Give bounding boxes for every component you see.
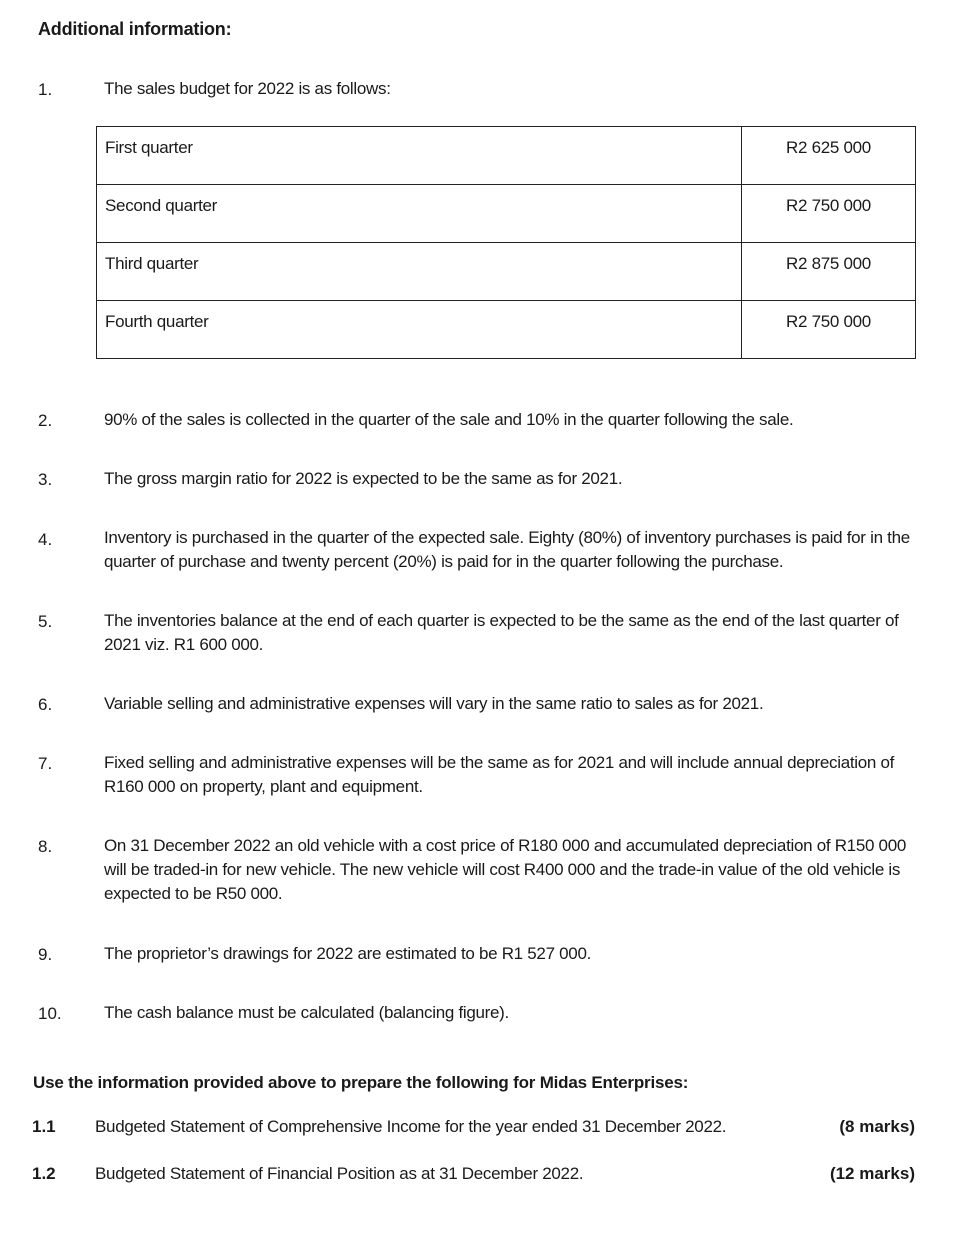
- quarter-cell: Second quarter: [97, 185, 742, 243]
- item-text: 90% of the sales is collected in the quarter of the sale and 10% in the quarter following the sale.: [104, 410, 794, 429]
- table-row: [97, 301, 916, 359]
- item-text: The sales budget for 2022 is as follows:: [104, 79, 391, 98]
- item-number: 1.: [38, 80, 53, 99]
- section-heading: Additional information:: [38, 19, 232, 39]
- item-text: Fixed selling and administrative expenses will be the same as for 2021 and will include annual depreciation of R160 000 on property, plant and equipment.: [104, 753, 895, 796]
- item-number: 8.: [38, 837, 53, 856]
- item-number: 6.: [38, 695, 53, 714]
- amount-cell: R2 750 000: [742, 301, 916, 359]
- item-number: 5.: [38, 612, 53, 631]
- item-text: The proprietor’s drawings for 2022 are estimated to be R1 527 000.: [104, 944, 592, 963]
- instructions-heading: Use the information provided above to prepare the following for Midas Enterprises:: [33, 1073, 689, 1092]
- task-text: Budgeted Statement of Comprehensive Income for the year ended 31 December 2022.: [95, 1117, 727, 1136]
- item-number: 4.: [38, 530, 53, 549]
- amount-cell: R2 875 000: [742, 243, 916, 301]
- table-row: [97, 127, 916, 185]
- item-text: The gross margin ratio for 2022 is expected to be the same as for 2021.: [104, 469, 623, 488]
- task-number: 1.2: [32, 1164, 56, 1183]
- item-number: 10.: [38, 1004, 62, 1023]
- table-row: [97, 185, 916, 243]
- amount-cell: R2 625 000: [742, 127, 916, 185]
- amount-cell: R2 750 000: [742, 185, 916, 243]
- item-number: 7.: [38, 754, 53, 773]
- item-text: The inventories balance at the end of each quarter is expected to be the same as the end of the last quarter of 2021 viz. R1 600 000.: [104, 611, 899, 654]
- task-marks: (8 marks): [839, 1117, 915, 1136]
- task-marks: (12 marks): [829, 1164, 915, 1183]
- quarter-cell: First quarter: [97, 127, 742, 185]
- item-text: The cash balance must be calculated (balancing figure).: [104, 1003, 509, 1022]
- item-text: On 31 December 2022 an old vehicle with a cost price of R180 000 and accumulated depreciation of R150 000 will be traded-in for new vehicle. The new vehicle will cost R400 000 and the trade-in value of the old vehicle is expected to be R50 000.: [104, 836, 907, 903]
- item-number: 2.: [38, 411, 53, 430]
- item-text: Inventory is purchased in the quarter of the expected sale. Eighty (80%) of inventory purchases is paid for in the quarter of purchase and twenty percent (20%) is paid for in the quarter following the purchase.: [104, 528, 910, 571]
- item-number: 3.: [38, 470, 53, 489]
- task-text: Budgeted Statement of Financial Position as at 31 December 2022.: [95, 1164, 584, 1183]
- sales-budget-table: [96, 126, 916, 359]
- table-row: [97, 243, 916, 301]
- task-number: 1.1: [32, 1117, 56, 1136]
- item-text: Variable selling and administrative expenses will vary in the same ratio to sales as for 2021.: [104, 694, 764, 713]
- quarter-cell: Fourth quarter: [97, 301, 742, 359]
- quarter-cell: Third quarter: [97, 243, 742, 301]
- item-number: 9.: [38, 945, 53, 964]
